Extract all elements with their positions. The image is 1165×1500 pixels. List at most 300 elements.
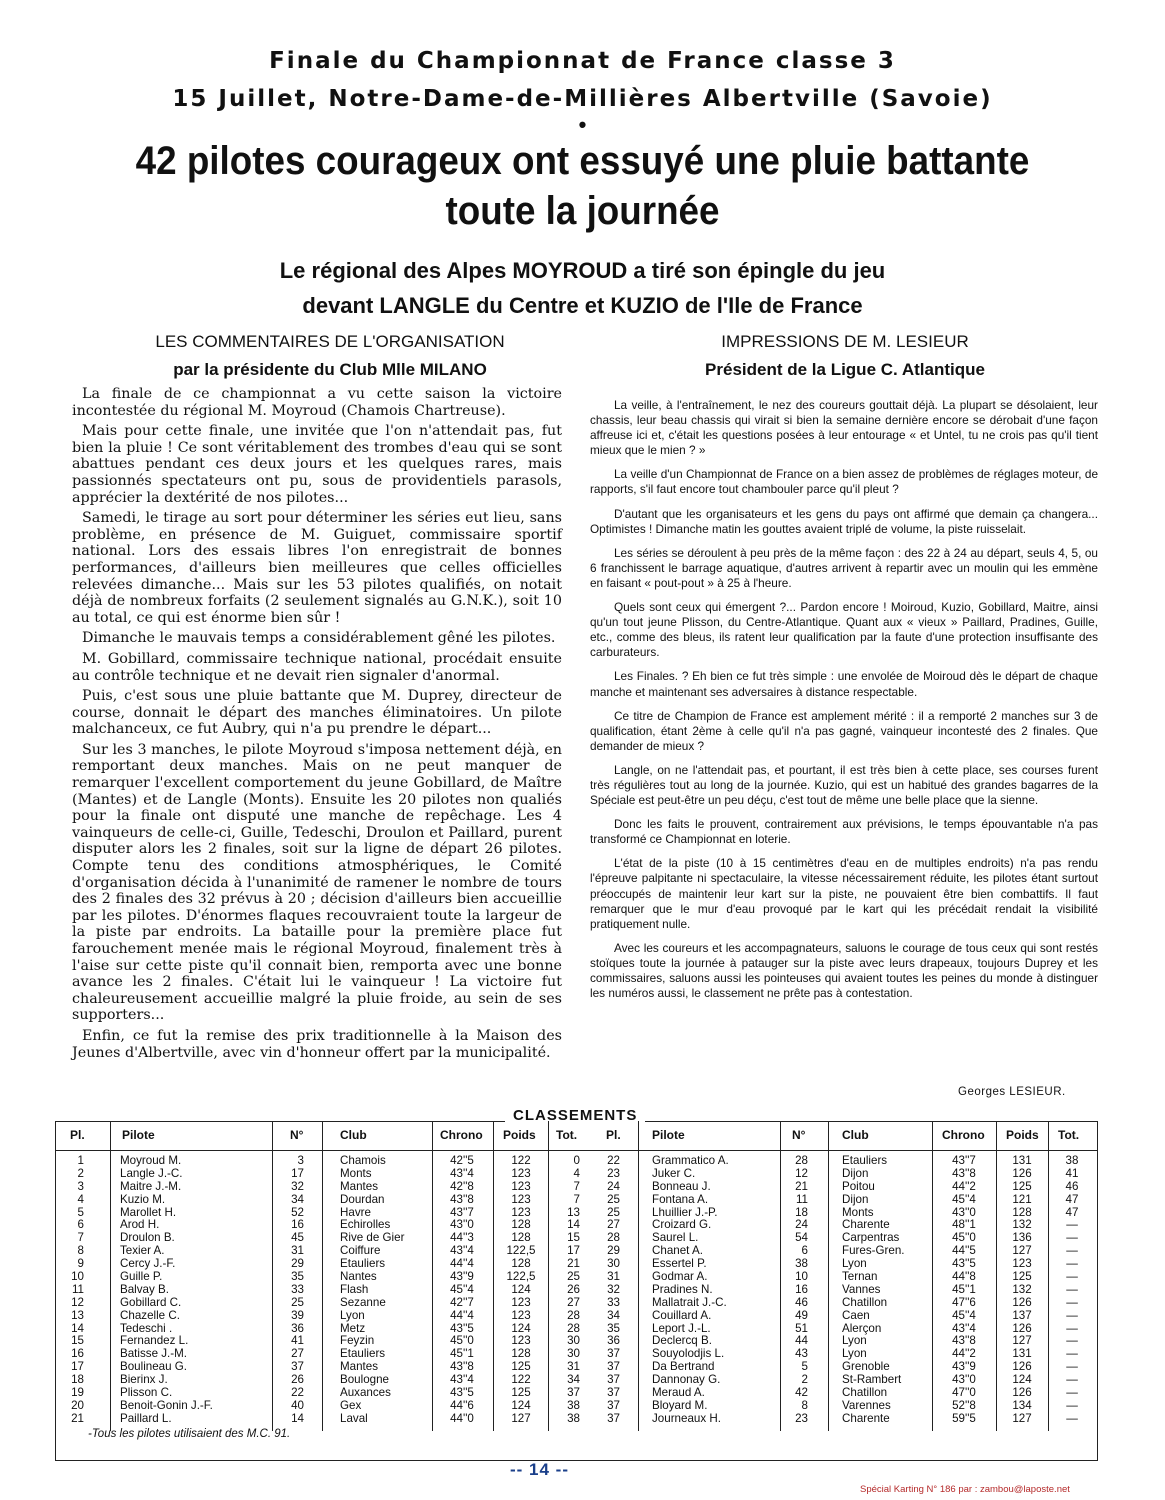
table-cell: 43''0: [450, 1218, 474, 1232]
col-right-no: [782, 1155, 808, 1426]
header-pl: Pl.: [606, 1128, 621, 1142]
col-divider: [996, 1121, 997, 1431]
table-cell: 127: [1012, 1411, 1032, 1425]
table-cell: —: [1066, 1231, 1078, 1245]
table-cell: 7: [573, 1179, 580, 1193]
table-cell: Gex: [340, 1398, 362, 1412]
table-cell: 38: [795, 1257, 808, 1271]
table-cell: 7: [573, 1192, 580, 1206]
table-cell: 44''8: [952, 1270, 976, 1284]
col-divider: [493, 1121, 494, 1431]
table-cell: Bonneau J.: [652, 1179, 711, 1193]
table-cell: Grammatico A.: [652, 1154, 729, 1167]
table-cell: 44''4: [450, 1257, 474, 1271]
table-cell: 123: [511, 1166, 531, 1180]
table-cell: Paillard L.: [120, 1411, 172, 1425]
table-cell: 25: [607, 1192, 620, 1206]
header-tot: Tot.: [556, 1128, 578, 1142]
table-cell: 37: [607, 1411, 620, 1425]
table-header-divider: [55, 1150, 1097, 1151]
table-cell: 123: [511, 1334, 531, 1348]
table-cell: —: [1066, 1373, 1078, 1387]
col-right-tot: [1052, 1155, 1092, 1426]
table-cell: 5: [77, 1205, 84, 1219]
header-pilote: Pilote: [122, 1128, 155, 1142]
table-cell: 29: [607, 1244, 620, 1258]
table-cell: 19: [71, 1386, 84, 1400]
table-cell: Fures-Gren.: [842, 1244, 905, 1258]
table-cell: —: [1066, 1270, 1078, 1284]
header-line-2: 15 Juillet, Notre-Dame-de-Millières Albertville (Savoie): [172, 86, 993, 112]
table-cell: 128: [511, 1347, 531, 1361]
table-cell: Boulogne: [340, 1373, 389, 1387]
table-cell: Echirolles: [340, 1218, 391, 1232]
table-cell: 121: [1012, 1192, 1032, 1206]
table-cell: 128: [511, 1257, 531, 1271]
page-number: -- 14 --: [510, 1460, 569, 1479]
table-cell: —: [1066, 1334, 1078, 1348]
table-cell: 27: [567, 1295, 580, 1309]
table-cell: Moyroud M.: [120, 1154, 182, 1167]
table-cell: 43''5: [450, 1386, 474, 1400]
col-left-club: [340, 1155, 430, 1426]
table-cell: 43''4: [952, 1321, 976, 1335]
table-cell: Dourdan: [340, 1192, 385, 1206]
table-cell: 54: [795, 1231, 808, 1245]
table-cell: 25: [607, 1205, 620, 1219]
table-cell: 38: [567, 1398, 580, 1412]
col-divider: [828, 1121, 829, 1431]
table-cell: Charente: [842, 1218, 890, 1232]
table-cell: 131: [1012, 1154, 1032, 1167]
table-cell: Journeaux H.: [652, 1411, 721, 1425]
table-cell: 45''1: [450, 1347, 474, 1361]
table-cell: 24: [795, 1218, 808, 1232]
table-cell: 43''8: [450, 1360, 474, 1374]
table-cell: 33: [291, 1282, 304, 1296]
col-right-pilote: [652, 1155, 778, 1426]
header-pl: Pl.: [70, 1128, 85, 1142]
table-cell: Benoit-Gonin J.-F.: [120, 1398, 213, 1412]
table-cell: Etauliers: [340, 1347, 386, 1361]
table-cell: 136: [1012, 1231, 1032, 1245]
col-divider: [322, 1121, 323, 1431]
table-cell: 4: [573, 1166, 580, 1180]
table-cell: Da Bertrand: [652, 1360, 715, 1374]
table-cell: 44''5: [952, 1244, 976, 1258]
table-cell: 122: [511, 1373, 531, 1387]
table-cell: 14: [567, 1218, 580, 1232]
table-cell: Flash: [340, 1282, 369, 1296]
table-cell: Tedeschi .: [120, 1321, 173, 1335]
table-cell: 37: [567, 1386, 580, 1400]
table-cell: 45''4: [952, 1192, 976, 1206]
table-cell: 37: [607, 1347, 620, 1361]
table-cell: Lyon: [340, 1308, 365, 1322]
table-cell: Lhuillier J.-P.: [652, 1205, 718, 1219]
table-cell: 17: [567, 1244, 580, 1258]
table-cell: 51: [795, 1321, 808, 1335]
table-cell: 52: [291, 1205, 304, 1219]
table-cell: 124: [511, 1321, 531, 1335]
col-divider: [638, 1121, 639, 1431]
table-cell: 16: [795, 1282, 808, 1296]
table-cell: 2: [77, 1166, 84, 1180]
table-cell: 8: [77, 1244, 84, 1258]
table-cell: 43''7: [952, 1154, 976, 1167]
header-no: N°: [290, 1128, 304, 1142]
table-cell: 17: [71, 1360, 84, 1374]
table-cell: 123: [511, 1179, 531, 1193]
table-cell: 1: [77, 1154, 84, 1167]
table-cell: 37: [607, 1398, 620, 1412]
table-cell: Monts: [340, 1166, 372, 1180]
left-paragraph: Mais pour cette finale, une invitée que l'on n'attendait pas, fut bien la pluie ! Ce sont véritablement des trombes d'eau qui se sont abattues pendant ces deux jours et les quelques rares, mais passionnés spectateurs ont pu, sous de providentiels parasols, apprécier la dextérité de nos pilotes...: [72, 423, 562, 506]
table-cell: 15: [567, 1231, 580, 1245]
table-cell: Bloyard M.: [652, 1398, 708, 1412]
table-cell: 126: [1012, 1386, 1032, 1400]
left-column-subtitle: par la présidente du Club Mlle MILANO: [173, 360, 487, 379]
right-paragraph: Avec les coureurs et les accompagnateurs, saluons le courage de tous ceux qui sont restés stoïques toute la journée à patauger sur la piste avec leurs drapeaux, toujours Duprey et les commissaires, saluons aussi les pointeuses qui avaient toutes les peines du monde à distinguer les numéros aussi, le classement ne prête pas à contestation.: [590, 940, 1098, 1001]
table-cell: Godmar A.: [652, 1270, 708, 1284]
table-cell: Chazelle C.: [120, 1308, 180, 1322]
table-cell: 0: [573, 1154, 580, 1167]
table-cell: 37: [607, 1386, 620, 1400]
table-cell: 18: [795, 1205, 808, 1219]
signature: Georges LESIEUR.: [958, 1086, 1066, 1098]
table-cell: 128: [1012, 1205, 1032, 1219]
table-cell: 45: [291, 1231, 304, 1245]
table-cell: 43''0: [952, 1373, 976, 1387]
header-tot: Tot.: [1058, 1128, 1080, 1142]
table-cell: 34: [607, 1308, 620, 1322]
table-cell: 8: [801, 1398, 808, 1412]
col-right-pl: [594, 1155, 620, 1426]
table-cell: Ternan: [842, 1270, 878, 1284]
table-cell: Havre: [340, 1205, 371, 1219]
table-cell: 123: [511, 1192, 531, 1206]
table-cell: 43''7: [450, 1205, 474, 1219]
table-cell: 44''0: [450, 1411, 474, 1425]
table-cell: 30: [567, 1347, 580, 1361]
table-cell: 43''8: [952, 1166, 976, 1180]
table-cell: 44''6: [450, 1398, 474, 1412]
table-cell: 44''2: [952, 1347, 976, 1361]
table-cell: 45''1: [952, 1282, 976, 1296]
left-paragraph: Enfin, ce fut la remise des prix traditionnelle à la Maison des Jeunes d'Albertville, avec vin d'honneur offert par la municipalité.: [72, 1027, 562, 1061]
table-cell: 15: [71, 1334, 84, 1348]
table-cell: Chamois: [340, 1154, 386, 1167]
table-cell: 125: [1012, 1179, 1032, 1193]
right-paragraph: Ce titre de Champion de France est amplement mérité : il a remporté 2 manches sur 3 de qualification, étant 2ème à celle qu'il n'a pas gagné, vainqueur incontesté des 2 finales. Que demander de mieux ?: [590, 708, 1098, 753]
table-cell: 127: [1012, 1334, 1032, 1348]
table-cell: 42: [795, 1386, 808, 1400]
table-cell: 45''4: [450, 1282, 474, 1296]
right-paragraph: Les séries se déroulent à peu près de la même façon : des 22 à 24 au départ, seuls 4, 5, ou 6 franchissent le barrage aquatique, d'autres arrivent à repartir avec un moulin qui les emmène en faisant « pout-pout » à 25 à l'heure.: [590, 545, 1098, 590]
table-cell: Dijon: [842, 1192, 869, 1206]
table-cell: Vannes: [842, 1282, 881, 1296]
table-cell: Batisse J.-M.: [120, 1347, 187, 1361]
table-cell: 123: [1012, 1257, 1032, 1271]
table-cell: 42''7: [450, 1295, 474, 1309]
table-cell: 128: [511, 1218, 531, 1232]
table-cell: 32: [291, 1179, 304, 1193]
table-cell: —: [1066, 1360, 1078, 1374]
table-cell: 124: [511, 1282, 531, 1296]
table-cell: 17: [291, 1166, 304, 1180]
headline-line-2: toute la journée: [445, 189, 720, 233]
table-cell: 27: [291, 1347, 304, 1361]
table-cell: Mantes: [340, 1179, 379, 1193]
table-cell: Alerçon: [842, 1321, 882, 1335]
table-cell: 28: [567, 1321, 580, 1335]
header-pilote: Pilote: [652, 1128, 685, 1142]
table-cell: Texier A.: [120, 1244, 165, 1258]
left-paragraph: Dimanche le mauvais temps a considérablement gêné les pilotes.: [82, 630, 556, 647]
table-cell: Feyzin: [340, 1334, 375, 1348]
table-cell: 10: [71, 1270, 84, 1284]
table-cell: 122,5: [506, 1270, 536, 1284]
table-cell: 29: [291, 1257, 304, 1271]
col-divider: [780, 1121, 781, 1431]
table-cell: 43''0: [952, 1205, 976, 1219]
right-paragraph: L'état de la piste (10 à 15 centimètres d'eau en de multiples endroits) n'a pas rendu l'épreuve palpitante ni spectaculaire, la vitesse nécessairement réduite, les pilotes étant surtout préoccupés de maintenir leur kart sur la piste, ne pouvaient être bien combattifs. Il faut remarquer que le mur d'eau provoqué par le kart qui les précédait rendait la visibilité pratiquement nulle.: [590, 856, 1098, 931]
table-cell: 126: [1012, 1166, 1032, 1180]
table-cell: Lyon: [842, 1334, 867, 1348]
table-cell: 3: [77, 1179, 84, 1193]
table-cell: 28: [795, 1154, 808, 1167]
table-cell: Lyon: [842, 1257, 867, 1271]
table-cell: 47''6: [952, 1295, 976, 1309]
header-chrono: Chrono: [942, 1128, 985, 1142]
table-cell: 11: [795, 1192, 808, 1206]
table-cell: 43''9: [952, 1360, 976, 1374]
table-cell: 10: [795, 1270, 808, 1284]
table-cell: 123: [511, 1308, 531, 1322]
table-footnote: -Tous les pilotes utilisaient des M.C. 91.: [88, 1428, 291, 1440]
table-cell: 14: [71, 1321, 84, 1335]
table-cell: Meraud A.: [652, 1386, 705, 1400]
table-cell: 13: [71, 1308, 84, 1322]
table-cell: Metz: [340, 1321, 366, 1335]
table-cell: 6: [77, 1218, 84, 1232]
table-cell: 45''0: [450, 1334, 474, 1348]
table-cell: 49: [795, 1308, 808, 1322]
col-divider: [432, 1121, 433, 1431]
table-cell: Juker C.: [652, 1166, 696, 1180]
table-cell: —: [1066, 1398, 1078, 1412]
table-cell: 28: [567, 1308, 580, 1322]
table-cell: 43''4: [450, 1373, 474, 1387]
table-cell: 43''4: [450, 1166, 474, 1180]
right-paragraph: La veille, à l'entraînement, le nez des coureurs gouttait déjà. La plupart se désolaient, leur chassis, leur beau chassis qui virait si bien la semaine dernière encore se dérobait d'une façon affreuse ici et, c'était les questions posées à leur entourage « et Untel, tu ne crois pas qu'il tient mieux que le mien ? »: [590, 398, 1098, 458]
col-left-poids: [496, 1155, 546, 1426]
table-cell: 38: [567, 1411, 580, 1425]
table-cell: 2: [801, 1373, 808, 1387]
table-cell: 37: [607, 1373, 620, 1387]
table-cell: Mantes: [340, 1360, 379, 1374]
table-cell: 16: [71, 1347, 84, 1361]
header-bullet: •: [578, 112, 587, 137]
table-cell: 26: [291, 1373, 304, 1387]
header-poids: Poids: [503, 1128, 536, 1142]
table-cell: Monts: [842, 1205, 874, 1219]
table-cell: Auxances: [340, 1386, 391, 1400]
table-cell: 132: [1012, 1282, 1032, 1296]
table-cell: 20: [71, 1398, 84, 1412]
table-title: CLASSEMENTS: [505, 1107, 645, 1124]
col-left-pilote: [120, 1155, 270, 1426]
table-cell: Croizard G.: [652, 1218, 712, 1232]
col-left-tot: [550, 1155, 580, 1426]
table-cell: 36: [607, 1334, 620, 1348]
table-cell: 132: [1012, 1218, 1032, 1232]
header-no: N°: [792, 1128, 806, 1142]
table-cell: —: [1066, 1411, 1078, 1425]
table-cell: —: [1066, 1308, 1078, 1322]
table-cell: 47: [1065, 1205, 1079, 1219]
table-cell: 23: [607, 1166, 620, 1180]
table-cell: 47: [1065, 1192, 1079, 1206]
table-cell: Carpentras: [842, 1231, 900, 1245]
table-cell: Dannonay G.: [652, 1373, 721, 1387]
table-cell: 36: [291, 1321, 304, 1335]
right-paragraph: Les Finales. ? Eh bien ce fut très simple : une envolée de Moiroud dès le départ de chaque manche et maintenant ses adversaires à distance respectable.: [590, 669, 1098, 699]
table-cell: 122: [511, 1154, 531, 1167]
table-cell: 128: [511, 1231, 531, 1245]
subheadline-line-2: devant LANGLE du Centre et KUZIO de l'Ile de France: [302, 293, 863, 318]
table-cell: 123: [511, 1205, 531, 1219]
table-cell: Rive de Gier: [340, 1231, 405, 1245]
table-cell: 44''4: [450, 1308, 474, 1322]
table-cell: 30: [607, 1257, 620, 1271]
table-cell: Charente: [842, 1411, 890, 1425]
table-cell: Droulon B.: [120, 1231, 175, 1245]
table-cell: 21: [567, 1257, 580, 1271]
table-cell: Boulineau G.: [120, 1360, 188, 1374]
table-cell: 43''9: [450, 1270, 474, 1284]
table-cell: 125: [511, 1360, 531, 1374]
table-cell: Fernandez L.: [120, 1334, 189, 1348]
table-cell: 22: [607, 1154, 620, 1167]
table-cell: 37: [607, 1360, 620, 1374]
table-cell: 43''8: [450, 1192, 474, 1206]
table-cell: Etauliers: [842, 1154, 888, 1167]
table-cell: 126: [1012, 1295, 1032, 1309]
table-cell: 44: [795, 1334, 808, 1348]
table-cell: 35: [607, 1321, 620, 1335]
table-cell: Arod H.: [120, 1218, 160, 1232]
table-cell: Bierinx J.: [120, 1373, 168, 1387]
table-cell: 25: [567, 1270, 580, 1284]
table-cell: 37: [291, 1360, 304, 1374]
table-cell: 32: [607, 1282, 620, 1296]
left-article: [72, 386, 562, 1065]
table-cell: Laval: [340, 1411, 368, 1425]
table-cell: Gobillard C.: [120, 1295, 182, 1309]
col-divider: [272, 1121, 273, 1431]
table-cell: 26: [567, 1282, 580, 1296]
right-column-subtitle: Président de la Ligue C. Atlantique: [705, 360, 985, 379]
table-cell: 126: [1012, 1321, 1032, 1335]
header-line-1: Finale du Championnat de France classe 3: [269, 48, 896, 74]
table-cell: 14: [291, 1411, 304, 1425]
table-cell: 7: [77, 1231, 84, 1245]
table-cell: 40: [291, 1398, 304, 1412]
table-cell: 127: [1012, 1244, 1032, 1258]
table-cell: Varennes: [842, 1398, 891, 1412]
table-cell: Grenoble: [842, 1360, 890, 1374]
table-cell: Fontana A.: [652, 1192, 709, 1206]
right-paragraph: La veille d'un Championnat de France on a bien assez de problèmes de réglages moteur, de rapports, s'il faut encore tout chambouler parce qu'il pleut ?: [590, 467, 1098, 497]
table-cell: —: [1066, 1386, 1078, 1400]
col-right-club: [842, 1155, 930, 1426]
table-cell: Lyon: [842, 1347, 867, 1361]
table-cell: 11: [71, 1282, 84, 1296]
table-cell: 47''0: [952, 1386, 976, 1400]
table-cell: Cercy J.-F.: [120, 1257, 176, 1271]
col-divider: [548, 1121, 549, 1431]
table-cell: Guille P.: [120, 1270, 163, 1284]
scan-credit: Spécial Karting N° 186 par : zambou@laposte.net: [860, 1484, 1070, 1495]
table-cell: —: [1066, 1218, 1078, 1232]
table-cell: Langle J.-C.: [120, 1166, 183, 1180]
table-cell: 43''5: [450, 1321, 474, 1335]
table-cell: 48''1: [952, 1218, 976, 1232]
table-cell: 12: [71, 1295, 84, 1309]
table-cell: Leport J.-L.: [652, 1321, 711, 1335]
col-left-no: [276, 1155, 304, 1426]
table-cell: 39: [291, 1308, 304, 1322]
table-cell: 24: [607, 1179, 620, 1193]
table-cell: 28: [607, 1231, 620, 1245]
header-poids: Poids: [1006, 1128, 1039, 1142]
table-cell: 44''2: [952, 1179, 976, 1193]
right-paragraph: D'autant que les organisateurs et les gens du pays ont affirmé que demain ça changera... Optimistes ! Dimanche matin les gouttes avaient triplé de volume, la piste ruisselait.: [590, 506, 1098, 536]
table-cell: 137: [1012, 1308, 1032, 1322]
table-cell: 123: [511, 1295, 531, 1309]
table-cell: 126: [1012, 1360, 1032, 1374]
header-chrono: Chrono: [440, 1128, 483, 1142]
table-cell: 42''8: [450, 1179, 474, 1193]
col-right-poids: [998, 1155, 1046, 1426]
table-cell: 59''5: [952, 1411, 976, 1425]
right-article: [590, 398, 1098, 1010]
table-cell: Maitre J.-M.: [120, 1179, 182, 1193]
table-cell: Chanet A.: [652, 1244, 703, 1258]
right-paragraph: Donc les faits le prouvent, contrairement aux prévisions, le temps épouvantable n'a pas transformé ce Championnat en loterie.: [590, 817, 1098, 847]
col-divider: [110, 1121, 111, 1431]
table-cell: 45''4: [952, 1308, 976, 1322]
table-cell: Poitou: [842, 1179, 875, 1193]
header-club: Club: [842, 1128, 869, 1142]
table-cell: 5: [801, 1360, 808, 1374]
table-cell: Balvay B.: [120, 1282, 169, 1296]
headline-line-1: 42 pilotes courageux ont essuyé une pluie battante: [135, 139, 1030, 183]
right-column-title: IMPRESSIONS DE M. LESIEUR: [721, 332, 969, 351]
left-paragraph: La finale de ce championnat a vu cette saison la victoire incontestée du régional M. Moyroud (Chamois Chartreuse).: [72, 386, 562, 419]
table-cell: Essertel P.: [652, 1257, 707, 1271]
col-left-pl: [60, 1155, 84, 1426]
table-cell: 30: [567, 1334, 580, 1348]
table-cell: 125: [511, 1386, 531, 1400]
left-paragraph: Samedi, le tirage au sort pour déterminer les séries eut lieu, sans problème, en présence de M. Guiguet, commissaire sportif national. Lors des essais libres l'on enregistrait de bonnes performances, d'ailleurs bien meilleures que celles officielles relevées dimanche... Mais sur les 53 pilotes qualifiés, on notait déjà de nombreux forfaits (2 seulement signalés au G.N.K.), soit 10 au total, ce qui est énorme bien sûr !: [72, 510, 562, 626]
table-cell: 52''8: [952, 1398, 976, 1412]
col-divider: [1048, 1121, 1049, 1431]
table-cell: Nantes: [340, 1270, 377, 1284]
table-cell: 31: [607, 1270, 620, 1284]
table-cell: 43''5: [952, 1257, 976, 1271]
